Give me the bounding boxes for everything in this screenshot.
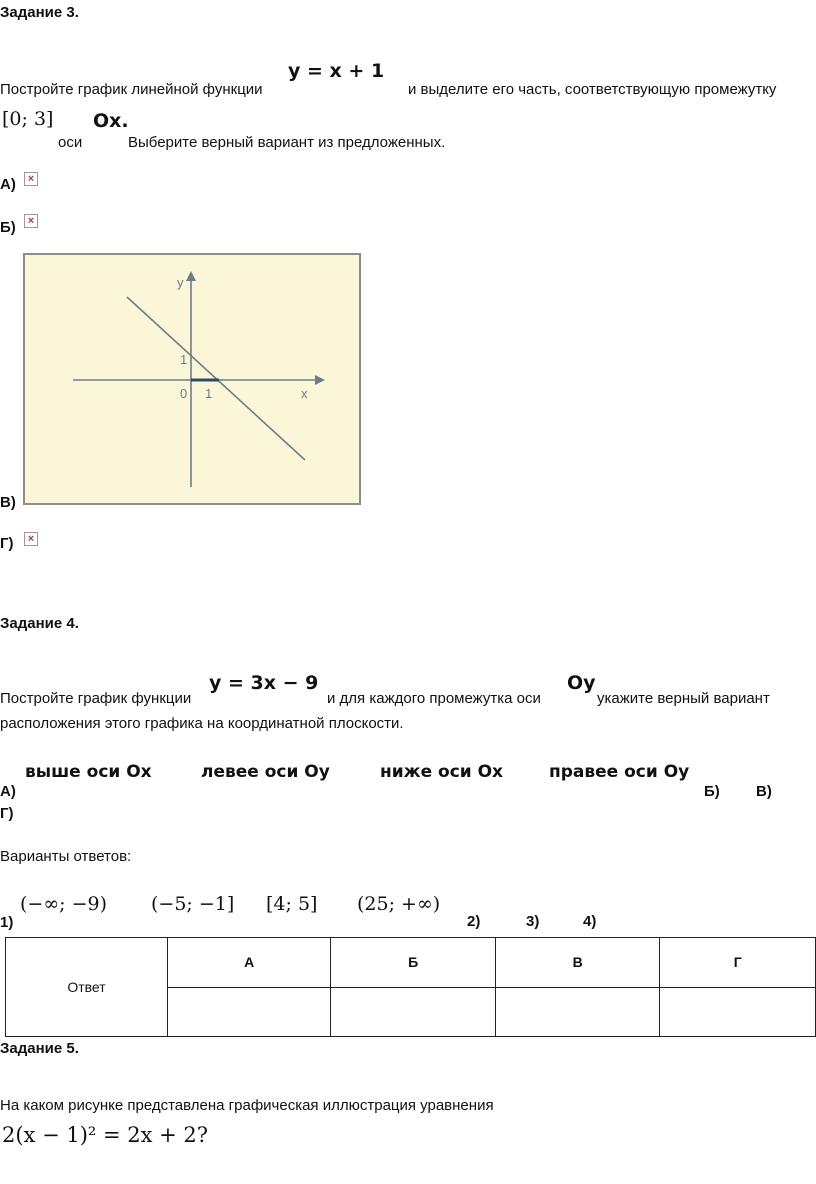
interval-1: (−∞; −9) [20,893,108,915]
position-above-ox: выше оси Ox [25,762,152,782]
task5-equation: 2(x − 1)² = 2x + 2? [2,1123,209,1147]
letter-c: В) [756,783,772,800]
x-axis-arrow [315,375,325,385]
y-tick-label: 1 [180,352,188,367]
task3-option-c: В) [0,494,16,511]
task3-option-b: Б) [0,219,16,236]
task3-title: Задание 3. [0,4,79,21]
task4-formula: y = 3x − 9 [209,672,319,694]
task3-formula: y = x + 1 [288,60,385,82]
number-2: 2) [467,913,481,930]
letter-d: Г) [0,805,14,822]
y-label: y [177,275,184,290]
task4-text-after: укажите верный вариант [597,690,770,707]
task3-instruction: Выберите верный вариант из предложенных. [128,134,446,151]
task4-axis: Oy [567,672,596,694]
answer-row-label: Ответ [6,938,168,1037]
header-b: Б [331,938,495,988]
task3-axis: Ox. [93,110,129,132]
task3-text-after: и выделите его часть, соответствующую промежутку [408,81,777,98]
task5-title: Задание 5. [0,1040,79,1057]
task3-option-d: Г) [0,535,14,552]
interval-3: [4; 5] [266,893,318,915]
number-4: 4) [583,913,597,930]
header-c: В [495,938,659,988]
x-tick-label: 1 [205,386,213,401]
task5-question: На каком рисунке представлена графическая иллюстрация уравнения [0,1097,494,1114]
task3-axis-word: оси [58,134,83,151]
task3-graph [23,253,361,505]
position-left-oy: левее оси Oy [201,762,330,782]
answer-cell-b[interactable] [331,987,495,1037]
task4-text-line2: расположения этого графика на координатной плоскости. [0,715,404,732]
task3-interval: [0; 3] [2,108,54,130]
task4-text-mid: и для каждого промежутка оси [327,690,541,707]
broken-image-icon: × [24,172,38,186]
answer-cell-a[interactable] [167,987,330,1037]
task4-title: Задание 4. [0,615,79,632]
answer-cell-d[interactable] [660,987,816,1037]
answer-cell-c[interactable] [495,987,659,1037]
task4-text-before: Постройте график функции [0,690,192,707]
task3-text-before: Постройте график линейной функции [0,81,263,98]
graph-svg [25,255,359,503]
broken-image-icon: × [24,532,38,546]
position-below-ox: ниже оси Ox [380,762,504,782]
header-a: А [167,938,330,988]
interval-2: (−5; −1] [151,893,235,915]
answer-table [5,937,816,1037]
interval-4: (25; +∞) [357,893,441,915]
x-label: x [301,386,308,401]
letter-b: Б) [704,783,720,800]
position-right-oy: правее оси Oy [549,762,690,782]
variants-label: Варианты ответов: [0,848,132,865]
number-3: 3) [526,913,540,930]
letter-a: А) [0,783,16,800]
task3-option-a: А) [0,176,16,193]
origin-label: 0 [180,386,188,401]
broken-image-icon: × [24,214,38,228]
y-axis-arrow [186,271,196,281]
number-1: 1) [0,914,14,931]
header-d: Г [660,938,816,988]
